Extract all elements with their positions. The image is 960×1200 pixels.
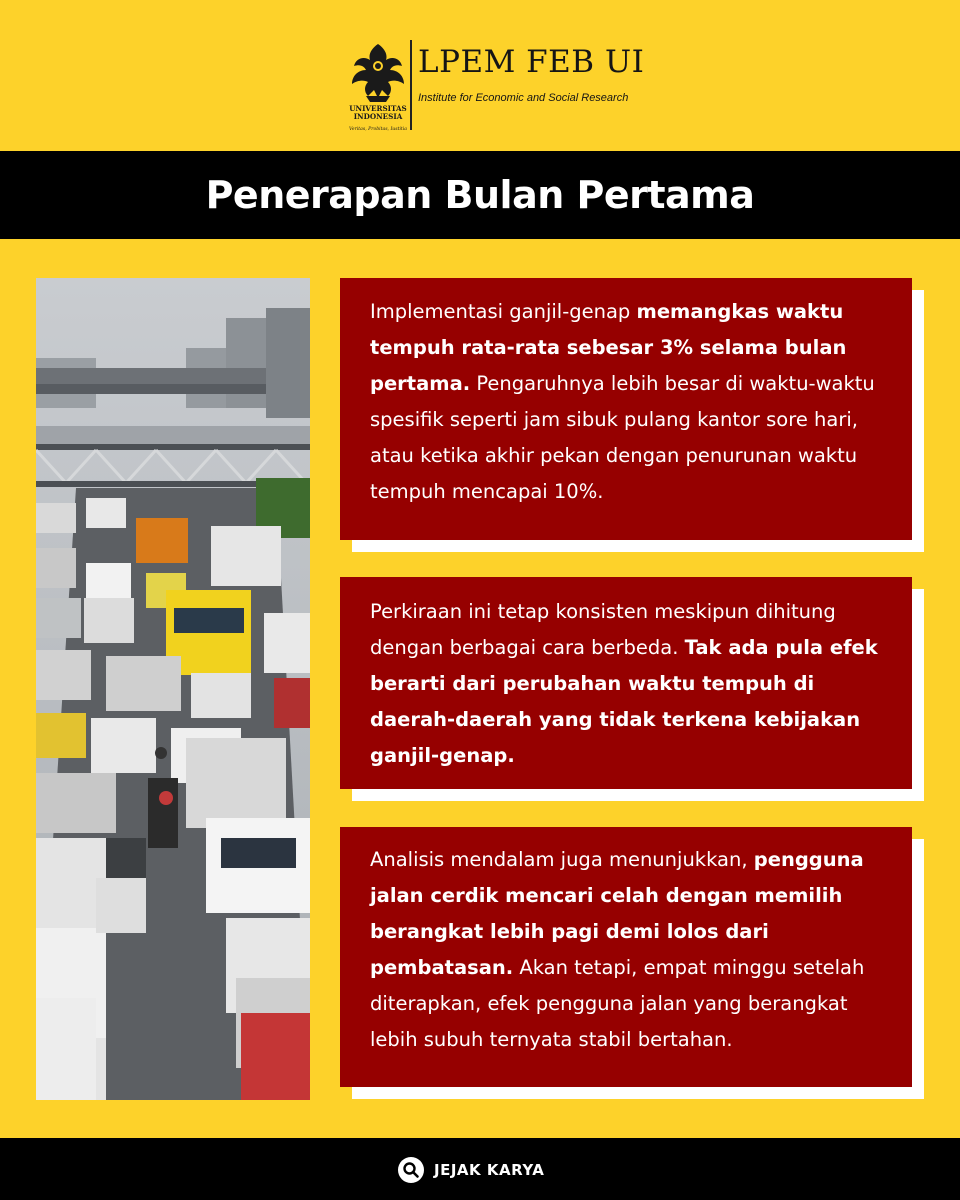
- traffic-photo: [36, 278, 310, 1100]
- logo-subtitle: Institute for Economic and Social Research: [418, 92, 629, 104]
- card-1-segment-1: Implementasi ganjil-genap: [370, 300, 637, 323]
- card-1-segment-2: memangkas waktu tempuh rata-rata sebesar 3% selama bulan pertama.: [370, 300, 847, 395]
- card-3-text: [370, 842, 890, 1058]
- text-card-1: [340, 278, 912, 540]
- footer-label: JEJAK KARYA: [434, 1161, 545, 1179]
- university-name-line2: INDONESIA: [353, 112, 403, 121]
- footer-band: [0, 1138, 960, 1200]
- card-3-segment-2: pengguna jalan cerdik mencari celah dengan memilih berangkat lebih pagi demi lolos dari pembatasan.: [370, 848, 864, 979]
- text-card-3: [340, 827, 912, 1087]
- logo-divider: [410, 40, 412, 130]
- footer-brand: [398, 1156, 544, 1184]
- card-2-segment-2: Tak ada pula efek berarti dari perubahan waktu tempuh di daerah-daerah yang tidak terkena kebijakan ganjil-genap.: [370, 636, 878, 767]
- card-2-segment-1: Perkiraan ini tetap konsisten meskipun dihitung dengan berbagai cara berbeda.: [370, 600, 836, 659]
- university-emblem-icon: [346, 38, 410, 134]
- card-1-text: [370, 294, 890, 510]
- card-3-segment-1: Analisis mendalam juga menunjukkan,: [370, 848, 754, 871]
- page-title: Penerapan Bulan Pertama: [205, 173, 755, 217]
- text-card-2: [340, 577, 912, 789]
- university-motto: Veritas, Probitas, Iustitia: [349, 127, 407, 132]
- card-3-segment-3: Akan tetapi, empat minggu setelah diterapkan, efek pengguna jalan yang berangkat lebih subuh ternyata stabil bertahan.: [370, 956, 865, 1051]
- logo-title: LPEM FEB UI: [418, 44, 645, 80]
- title-band: [0, 151, 960, 239]
- card-1-segment-3: Pengaruhnya lebih besar di waktu-waktu spesifik seperti jam sibuk pulang kantor sore hari, atau ketika akhir pekan dengan penurunan waktu tempuh mencapai 10%.: [370, 372, 875, 503]
- university-name-line1: UNIVERSITAS: [349, 104, 407, 113]
- search-icon: [398, 1157, 424, 1183]
- lpem-logo: [346, 38, 645, 134]
- card-2-text: [370, 594, 890, 774]
